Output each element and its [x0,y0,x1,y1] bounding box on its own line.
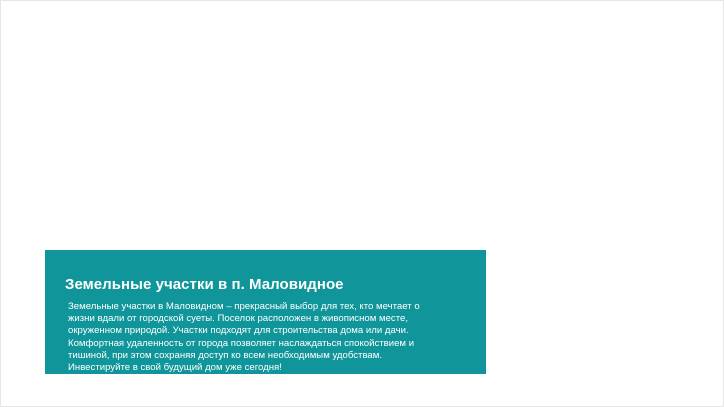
description-line: Комфортная удаленность от города позволяет наслаждаться спокойствием и [68,337,415,349]
info-card [45,250,486,374]
description-line: жизни вдали от городской суеты. Поселок расположен в живописном месте, [68,313,409,325]
card-description [68,301,468,374]
card-title: Земельные участки в п. Маловидное [65,276,344,293]
description-line: тишиной, при этом сохраняя доступ ко всем необходимым удобствам. [68,349,383,361]
description-line: окруженном природой. Участки подходят для строительства дома или дачи. [68,325,409,337]
description-line: Инвестируйте в свой будущий дом уже сегодня! [68,362,282,374]
description-line: Земельные участки в Маловидном – прекрасный выбор для тех, кто мечтает о [68,301,420,312]
